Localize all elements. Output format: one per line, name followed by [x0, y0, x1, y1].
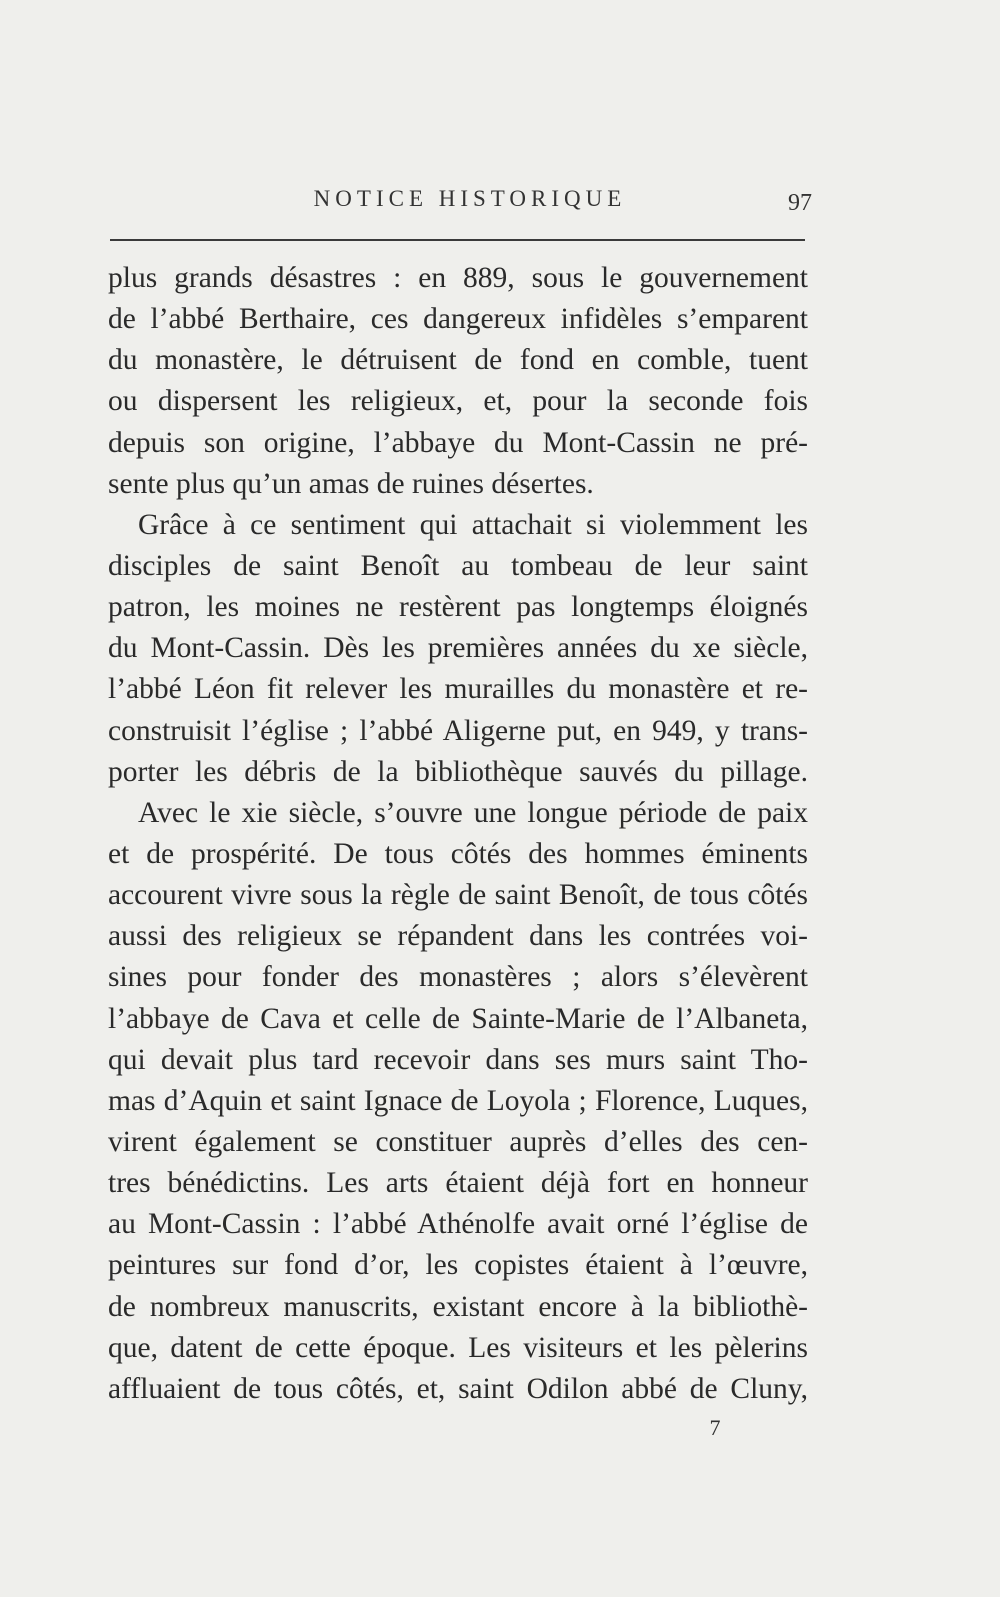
text-line: et de prospérité. De tous côtés des hommes éminents — [108, 837, 808, 870]
text-line: Avec le xie siècle, s’ouvre une longue période de paix — [138, 796, 808, 829]
signature-mark: 7 — [709, 1415, 721, 1440]
text-line: sente plus qu’un amas de ruines désertes. — [108, 467, 594, 500]
text-line: de nombreux manuscrits, existant encore à la bibliothè- — [108, 1290, 808, 1323]
text-line: accourent vivre sous la règle de saint Benoît, de tous côtés — [108, 879, 808, 912]
text-line: sines pour fonder des monastères ; alors s’élevèrent — [108, 961, 808, 994]
text-line: plus grands désastres : en 889, sous le gouvernement — [108, 262, 808, 294]
running-head-title: NOTICE HISTORIQUE — [313, 186, 627, 211]
text-line: qui devait plus tard recevoir dans ses murs saint Tho- — [108, 1043, 808, 1076]
text-line: au Mont-Cassin : l’abbé Athénolfe avait orné l’église de — [108, 1208, 808, 1241]
text-line: l’abbaye de Cava et celle de Sainte-Marie de l’Albaneta, — [108, 1002, 808, 1035]
text-line: l’abbé Léon fit relever les murailles du monastère et re- — [108, 673, 808, 706]
text-line: depuis son origine, l’abbaye du Mont-Cassin ne pré- — [108, 426, 808, 459]
text-line: Grâce à ce sentiment qui attachait si violemment les — [138, 508, 808, 541]
text-line: du Mont-Cassin. Dès les premières années du xe siècle, — [108, 632, 808, 665]
text-line: porter les débris de la bibliothèque sauvés du pillage. — [108, 755, 808, 788]
text-line: disciples de saint Benoît au tombeau de leur saint — [108, 549, 808, 582]
text-line: du monastère, le détruisent de fond en comble, tuent — [108, 344, 808, 377]
text-line: aussi des religieux se répandent dans les contrées voi- — [108, 920, 808, 953]
text-line: virent également se constituer auprès d’elles des cen- — [108, 1125, 808, 1158]
text-line: que, datent de cette époque. Les visiteurs et les pèlerins — [108, 1331, 808, 1364]
text-line: mas d’Aquin et saint Ignace de Loyola ; Florence, Luques, — [108, 1084, 808, 1117]
text-line: ou dispersent les religieux, et, pour la seconde fois — [108, 385, 808, 418]
page-number: 97 — [788, 190, 812, 216]
text-line: peintures sur fond d’or, les copistes étaient à l’œuvre, — [108, 1249, 808, 1282]
body-text — [108, 258, 808, 1410]
header-rule — [110, 239, 805, 241]
text-line: affluaient de tous côtés, et, saint Odilon abbé de Cluny, — [108, 1372, 808, 1405]
text-line: de l’abbé Berthaire, ces dangereux infidèles s’emparent — [108, 303, 808, 336]
text-line: tres bénédictins. Les arts étaient déjà fort en honneur — [108, 1167, 808, 1200]
text-line: patron, les moines ne restèrent pas longtemps éloignés — [108, 591, 808, 624]
text-line: construisit l’église ; l’abbé Aligerne put, en 949, y trans- — [108, 714, 808, 747]
